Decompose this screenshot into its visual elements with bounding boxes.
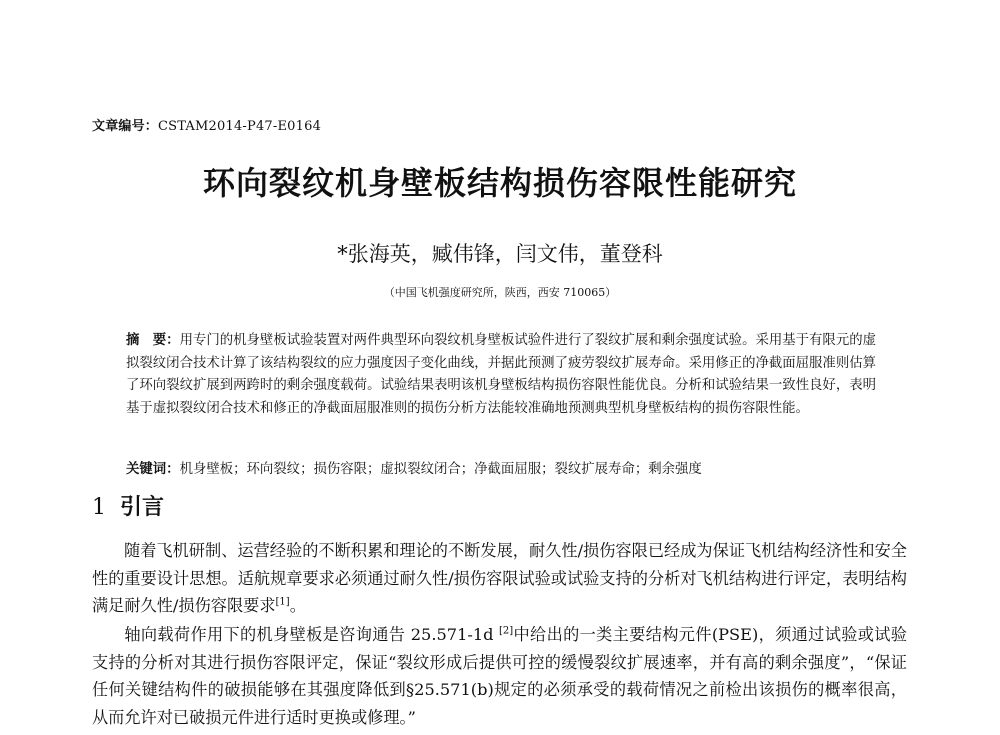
paragraph-2-text-a: 轴向载荷作用下的机身壁板是咨询通告 25.571-1d bbox=[124, 625, 500, 644]
section-heading bbox=[92, 490, 164, 521]
abstract bbox=[126, 330, 876, 420]
abstract-label: 摘 要： bbox=[126, 333, 180, 348]
paragraph-2 bbox=[92, 621, 907, 731]
keywords bbox=[126, 459, 876, 481]
paragraph-1 bbox=[92, 537, 907, 620]
abstract-text: 用专门的机身壁板试验装置对两件典型环向裂纹机身壁板试验件进行了裂纹扩展和剩余强度试验。采用基于有限元的虚拟裂纹闭合技术计算了该结构裂纹的应力强度因子变化曲线，并据此预测了疲劳裂纹扩展寿命。采用修正的净截面屈服准则估算了环向裂纹扩展到两跨时的剩余强度载荷。试验结果表明该机身壁板结构损伤容限性能优良。分析和试验结果一致性良好，表明基于虚拟裂纹闭合技术和修正的净截面屈服准则的损伤分析方法能较准确地预测典型机身壁板结构的损伤容限性能。 bbox=[126, 333, 877, 416]
keywords-text: 机身壁板；环向裂纹；损伤容限；虚拟裂纹闭合；净截面屈服；裂纹扩展寿命；剩余强度 bbox=[179, 462, 702, 477]
citation-1: [1] bbox=[275, 596, 290, 608]
keywords-label: 关键词： bbox=[126, 462, 180, 477]
article-number-value: CSTAM2014-P47-E0164 bbox=[158, 119, 322, 134]
affiliation: （中国飞机强度研究所，陕西，西安 710065） bbox=[383, 286, 617, 299]
paragraph-1-end: 。 bbox=[289, 596, 306, 615]
paper-title: 环向裂纹机身壁板结构损伤容限性能研究 bbox=[202, 164, 797, 202]
citation-2: [2] bbox=[499, 625, 514, 637]
section-number: 1 bbox=[92, 495, 106, 520]
author-list: *张海英，臧伟锋，闫文伟，董登科 bbox=[337, 242, 663, 266]
section-title: 引言 bbox=[120, 495, 165, 520]
paragraph-1-text: 随着飞机研制、运营经验的不断积累和理论的不断发展，耐久性/损伤容限已经成为保证飞机结构经济性和安全性的重要设计思想。适航规章要求必须通过耐久性/损伤容限试验或试验支持的分析对飞机结构进行评定，表明结构满足耐久性/损伤容限要求 bbox=[92, 541, 907, 615]
paragraph-2-text-b: 中给出的一类主要结构元件(PSE)，须通过试验或试验支持的分析对其进行损伤容限评定，保证“裂纹形成后提供可控的缓慢裂纹扩展速率，并有高的剩余强度”，“保证任何关键结构件的破损能够在其强度降低到§25.571(b)规定的必须承受的载荷情况之前检出该损伤的概率很高，从而允许对已破损元件进行适时更换或修理。” bbox=[92, 625, 907, 727]
article-number-label: 文章编号： bbox=[92, 119, 159, 134]
article-number bbox=[92, 115, 321, 134]
